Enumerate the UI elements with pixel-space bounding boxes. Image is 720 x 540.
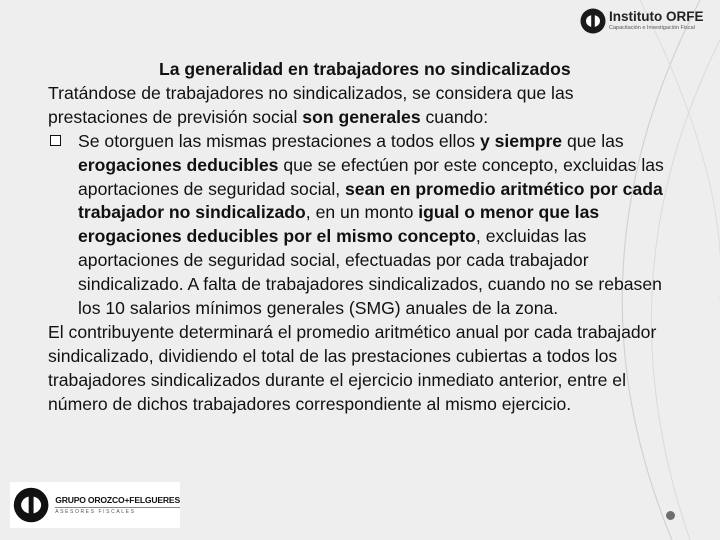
text-run: que se efectúen por este concepto, excluidas las aportaciones de seguridad social, <box>78 154 664 199</box>
footer-logo-name: GRUPO OROZCO+FELGUERES <box>55 495 180 505</box>
bold-text-run: erogaciones deducibles <box>78 154 279 175</box>
slide-title: La generalidad en trabajadores no sindicalizados <box>159 59 571 79</box>
bullet-item <box>48 130 668 321</box>
header-logo <box>580 4 716 38</box>
text-run: Tratándose de trabajadores no sindicalizados, se considera que las prestaciones de previsión social <box>48 82 574 127</box>
header-logo-tagline: Capacitación e Investigación Fiscal <box>609 25 695 31</box>
slide-content <box>48 58 668 417</box>
bold-text-run: y siempre <box>479 130 563 151</box>
bold-text-run: sean en promedio aritmético por cada trabajador no sindicalizado <box>78 178 663 223</box>
text-run: , excluidas las aportaciones de seguridad social, efectuadas por cada trabajador sindicalizado. A falta de trabajadores sindicalizados, cuando no se rebasen los 10 salarios mínimos generales (SMG) anuales de la zona. <box>78 226 662 319</box>
intro-paragraph <box>48 82 668 130</box>
text-run: Se otorguen las mismas prestaciones a todos ellos <box>78 130 480 151</box>
closing-paragraph: El contribuyente determinará el promedio aritmético anual por cada trabajador sindicalizado, dividiendo el total de las prestaciones cubiertas a todos los trabajadores sindicalizados durante el ejercicio inmediato anterior, entre el número de dichos trabajadores correspondiente al mismo ejercicio. <box>48 321 657 414</box>
corner-dot <box>666 511 675 520</box>
footer-logo <box>10 482 180 528</box>
header-logo-name: Instituto ORFE <box>609 9 704 24</box>
phi-logo-icon <box>12 484 50 526</box>
text-run: cuando: <box>420 106 489 127</box>
text-run: que las <box>562 130 624 151</box>
bullet-text <box>78 131 664 318</box>
footer-logo-tagline: ASESORES FISCALES <box>55 507 180 515</box>
text-run: , en un monto <box>305 202 419 223</box>
bold-text-run: son generales <box>302 106 421 127</box>
checkbox-bullet-icon <box>50 135 61 146</box>
phi-logo-icon <box>580 8 606 34</box>
bold-text-run: igual o menor que las erogaciones deducibles por el mismo concepto <box>78 202 600 247</box>
